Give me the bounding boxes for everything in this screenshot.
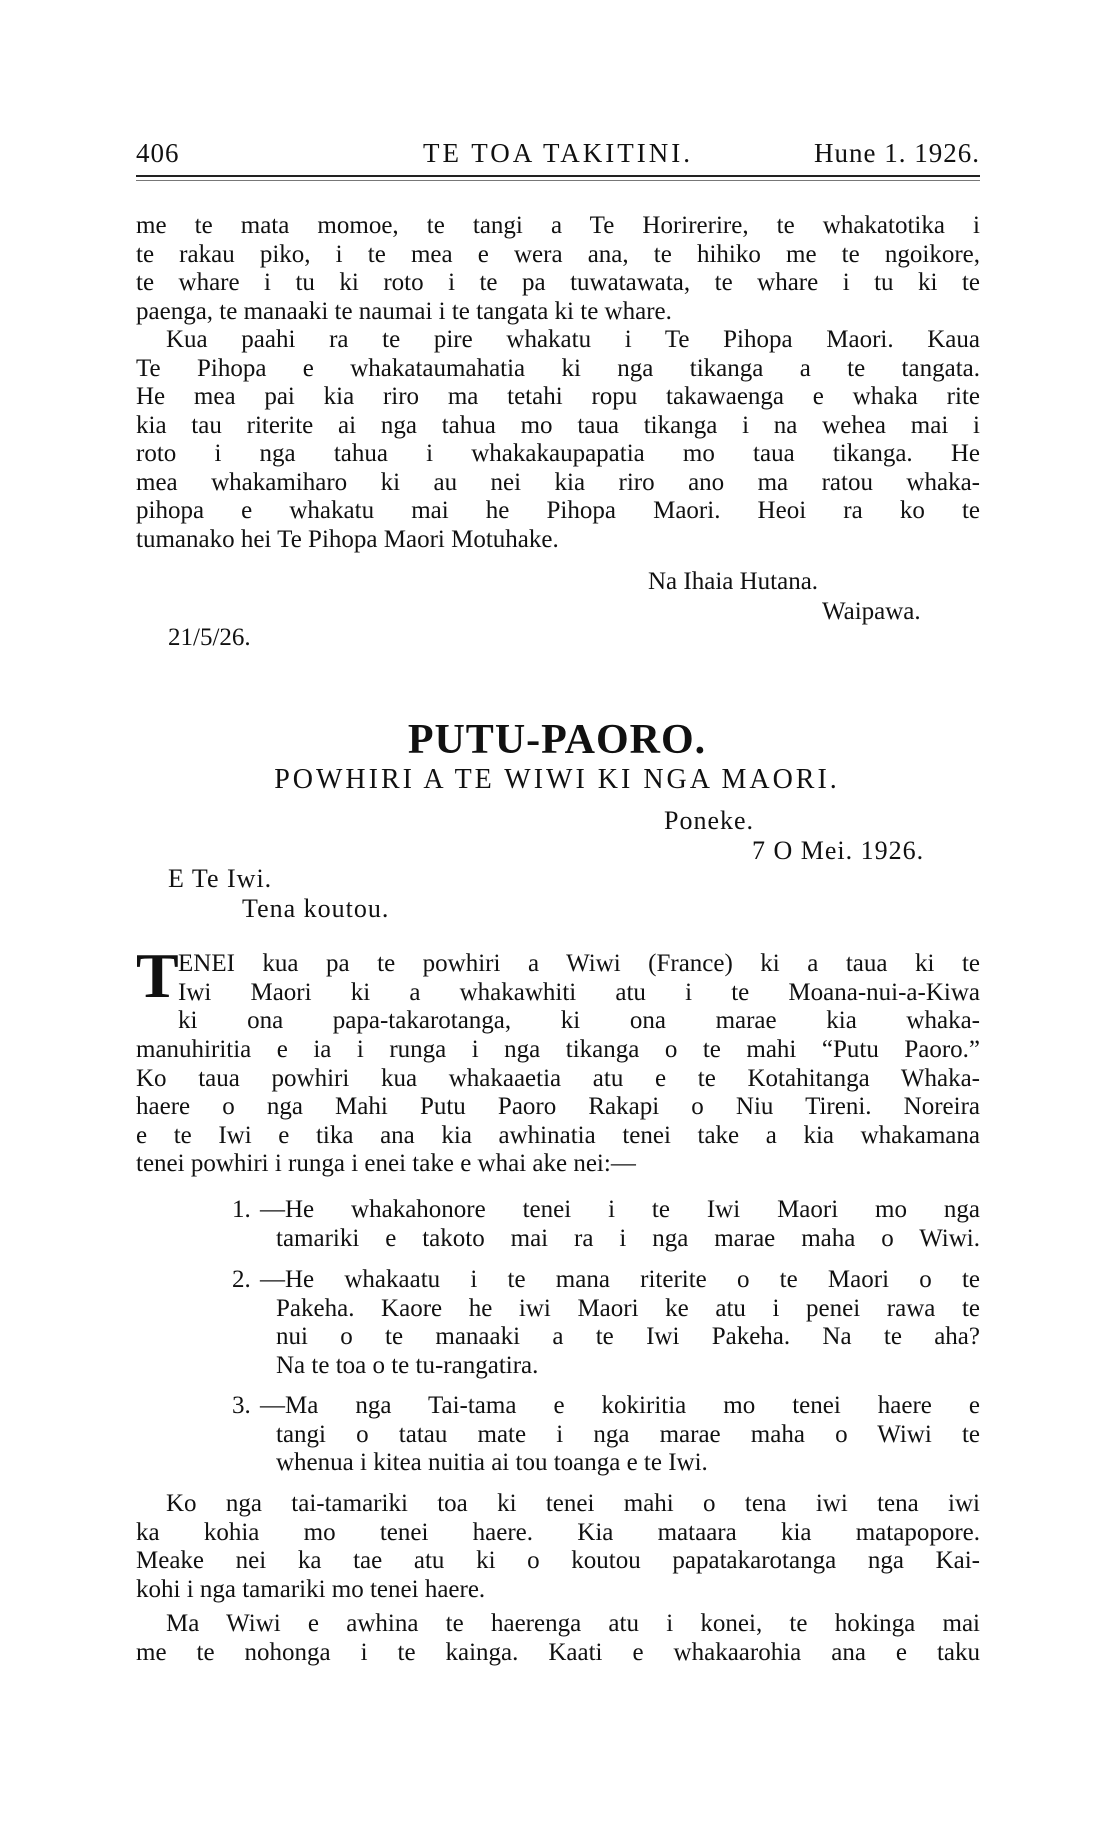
text-line: nui o te manaaki a te Iwi Pakeha. Na te aha? xyxy=(276,1323,980,1350)
text-line: pihopa e whakatu mai he Pihopa Maori. Heoi ra ko te xyxy=(136,497,980,524)
text-line: Ma Wiwi e awhina te haerenga atu i konei, te hokinga mai xyxy=(166,1610,980,1637)
article-subtitle: POWHIRI A TE WIWI KI NGA MAORI. xyxy=(274,764,840,795)
text-line: te whare i tu ki roto i te pa tuwatawata, te whare i tu ki te xyxy=(136,269,980,296)
text-line: tangi o tatau mate i nga marae maha o Wiwi te xyxy=(276,1420,980,1448)
text-line: mea whakamiharo ki au nei kia riro ano ma ratou whaka- xyxy=(136,468,980,496)
article-place: Poneke. xyxy=(664,806,755,835)
text-line: ka kohia mo tenei haere. Kia mataara kia matapopore. xyxy=(136,1518,980,1546)
text-line: He mea pai kia riro ma tetahi ropu takawaenga e whaka rite xyxy=(136,383,980,410)
text-line: Iwi Maori ki a whakawhiti atu i te Moana-nui-a-Kiwa xyxy=(178,978,980,1006)
text-line: ENEI kua pa te powhiri a Wiwi (France) ki a taua ki te xyxy=(178,950,980,977)
publication-title: TE TOA TAKITINI. xyxy=(422,138,694,168)
text-line: paenga, te manaaki te naumai i te tangata ki te whare. xyxy=(136,297,672,325)
article-date: 7 O Mei. 1926. xyxy=(752,836,925,865)
list-text xyxy=(260,1196,980,1253)
text-line: kohi i nga tamariki mo tenei haere. xyxy=(136,1575,486,1603)
header-rule xyxy=(136,175,980,177)
text-line: Ko nga tai-tamariki toa ki tenei mahi o tena iwi tena iwi xyxy=(166,1490,980,1517)
list-text xyxy=(260,1266,980,1380)
text-line: e te Iwi e tika ana kia awhinatia tenei take a kia whakamana xyxy=(136,1121,980,1149)
list-number: 2. xyxy=(232,1266,251,1293)
salutation: E Te Iwi. xyxy=(168,864,273,893)
text-line: manuhiritia e ia i runga i nga tikanga o te mahi “Putu Paoro.” xyxy=(136,1036,980,1063)
text-line: Te Pihopa e whakataumahatia ki nga tikanga a te tangata. xyxy=(136,354,980,382)
text-line: kia tau riterite ai nga tahua mo taua tikanga i na wehea mai i xyxy=(136,411,980,439)
text-line: —He whakaatu i te mana riterite o te Maori o te xyxy=(260,1266,980,1293)
text-line: —He whakahonore tenei i te Iwi Maori mo nga xyxy=(260,1196,980,1223)
text-line: ki ona papa-takarotanga, ki ona marae kia whaka- xyxy=(178,1007,980,1034)
text-line: tamariki e takoto mai ra i nga marae maha o Wiwi. xyxy=(276,1224,980,1252)
opening-lines xyxy=(178,950,980,1036)
text-line: te rakau piko, i te mea e wera ana, te hihiko me te ngoikore, xyxy=(136,240,980,268)
article-title: PUTU-PAORO. xyxy=(407,717,707,763)
text-line: haere o nga Mahi Putu Paoro Rakapi o Niu Tireni. Noreira xyxy=(136,1093,980,1120)
signature-name: Na Ihaia Hutana. xyxy=(648,568,819,595)
letter-date: 21/5/26. xyxy=(168,624,251,651)
signature-place: Waipawa. xyxy=(822,598,921,625)
article-paragraph-2 xyxy=(136,1490,980,1604)
list-number: 1. xyxy=(232,1196,251,1223)
letter-paragraph-2 xyxy=(136,326,980,554)
issue-date: Hune 1. 1926. xyxy=(814,138,980,168)
text-line: roto i nga tahua i whakakaupapatia mo taua tikanga. He xyxy=(136,440,980,467)
article-paragraph-3 xyxy=(136,1610,980,1667)
text-line: tenei powhiri i runga i enei take e whai ake nei:— xyxy=(136,1150,636,1177)
text-line: me te mata momoe, te tangi a Te Horirerire, te whakatotika i xyxy=(136,212,980,239)
text-line: tumanako hei Te Pihopa Maori Motuhake. xyxy=(136,525,559,553)
list-number: 3. xyxy=(232,1392,251,1419)
text-line: me te nohonga i te kainga. Kaati e whakaarohia ana e taku xyxy=(136,1638,980,1666)
letter-paragraph-1 xyxy=(136,212,980,326)
page-number: 406 xyxy=(136,138,180,168)
page-header xyxy=(136,138,980,172)
text-line: Kua paahi ra te pire whakatu i Te Pihopa Maori. Kaua xyxy=(166,326,980,353)
text-line: —Ma nga Tai-tama e kokiritia mo tenei haere e xyxy=(260,1392,980,1419)
list-text xyxy=(260,1392,980,1478)
greeting: Tena koutou. xyxy=(242,894,390,923)
text-line: Na te toa o te tu-rangatira. xyxy=(276,1351,539,1379)
header-rule-thin xyxy=(136,180,980,181)
drop-cap: T xyxy=(136,940,179,1011)
text-line: Pakeha. Kaore he iwi Maori ke atu i penei rawa te xyxy=(276,1294,980,1322)
article-paragraph-1 xyxy=(136,1036,980,1179)
text-line: Meake nei ka tae atu ki o koutou papatakarotanga nga Kai- xyxy=(136,1547,980,1574)
text-line: Ko taua powhiri kua whakaaetia atu e te Kotahitanga Whaka- xyxy=(136,1064,980,1092)
text-line: whenua i kitea nuitia ai tou toanga e te Iwi. xyxy=(276,1449,708,1476)
